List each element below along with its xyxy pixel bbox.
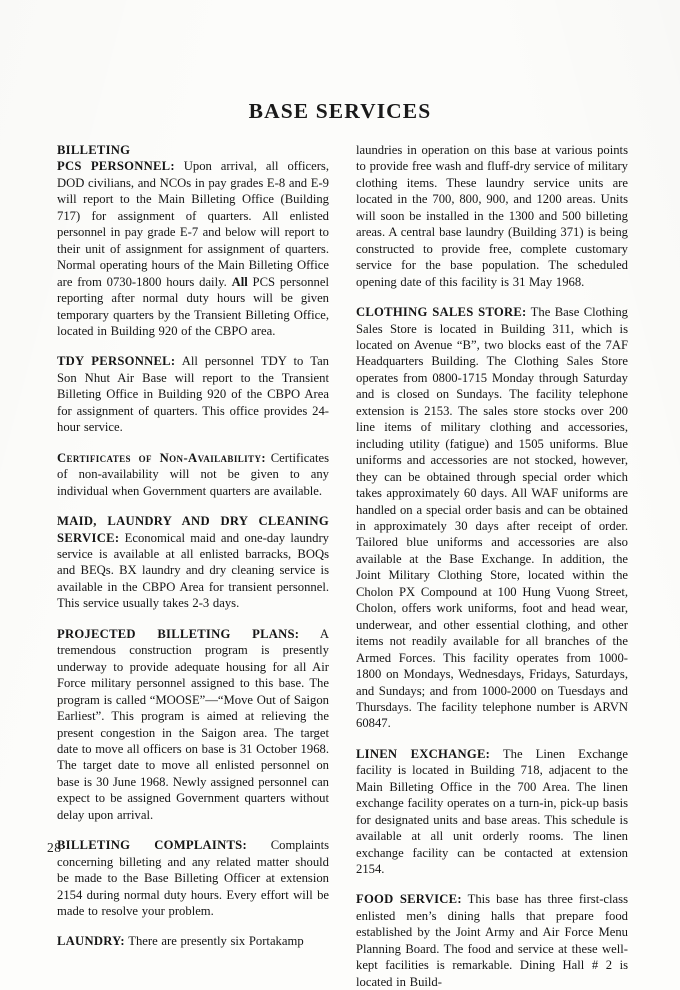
paragraph-pcs-personnel — [57, 158, 329, 339]
run-in-heading-food-service: FOOD SERVICE: — [356, 892, 462, 907]
section-heading-billeting: BILLETING — [57, 143, 131, 157]
page-number: 28 — [47, 840, 62, 855]
paragraph-clothing-sales-store — [356, 304, 628, 732]
page-title — [0, 99, 680, 124]
paragraph-certificates-non-availability — [57, 450, 329, 499]
run-in-heading-pcs-personnel: PCS PERSONNEL: — [57, 159, 175, 174]
two-column-body — [57, 142, 629, 990]
paragraph-certificates-text: Certificates of non-availability will not be given to any individual when Government quarters are available. — [57, 450, 330, 498]
run-in-heading-linen-exchange: LINEN EXCHANGE: — [356, 746, 491, 761]
left-column — [57, 142, 329, 990]
run-in-heading-maid-laundry: MAID, LAUNDRY AND DRY CLEANING SERVICE: — [57, 514, 329, 545]
paragraph-laundry-text: There are presently six Portakamp — [124, 934, 304, 949]
paragraph-laundry-continued: laundries in operation on this base at various points to provide free wash and fluff-dry service of military clothing items. These laundry service units are located in the 700, 800, 900, and 1200 areas. Units will soon be installed in the 1300 and 500 billeting areas. A central base laundry (Building 371) is being constructed to provide free, complete customary service for the base population. The scheduled opening date of this facility is 31 May 1968. — [356, 143, 628, 289]
paragraph-tdy-text: All personnel TDY to Tan Son Nhut Air Base will report to the Transient Billeting Office in Building 920 of the CBPO Area for assignment of quarters. This office provides 24-hour service. — [57, 354, 329, 435]
paragraph-projected-text: A tremendous construction program is presently underway to provide adequate housing for all Air Force military personnel assigned to this base. The program is called “MOOSE”—“Move Out of Saigon Earliest”. This program is aimed at relieving the present congestion in the Saigon area. The target date to move all officers on base is 31 October 1968. The target date to move all enlisted personnel on base is 30 June 1968. Newly assigned personnel can expect to be assigned Government quarters without delay upon arrival. — [57, 626, 329, 822]
run-in-heading-certificates: Certificates of Non-Availability: — [57, 450, 266, 465]
paragraph-complaints-text: Complaints concerning billeting and any related matter should be made to the Base Billeting Officer at extension 2154 during normal duty hours. Every effort will be made to resolve your problem. — [57, 838, 329, 919]
right-column — [356, 142, 628, 990]
paragraph-linen-text: The Linen Exchange facility is located in Building 718, adjacent to the Main Billeting Office in the 700 Area. The linen exchange facility operates on a turn-in, pick-up basis for designated units and base areas. This schedule is available at all unit orderly rooms. The linen exchange facility can be contacted at extension 2154. — [356, 746, 628, 877]
paragraph-maid-laundry-dry-cleaning — [57, 513, 329, 612]
paragraph-laundry — [57, 933, 329, 949]
run-in-heading-tdy-personnel: TDY PERSONNEL: — [57, 354, 176, 369]
page-title-text: BASE SERVICES — [248, 99, 432, 123]
run-in-heading-laundry: LAUNDRY: — [57, 934, 125, 949]
paragraph-projected-billeting-plans — [57, 626, 329, 823]
paragraph-billeting-complaints — [57, 837, 329, 919]
paragraph-clothing-text: The Base Clothing Sales Store is located in Building 311, which is located on Avenue “B”, two blocks east of the 7AF Headquarters Building. The Clothing Sales Store operates from 0800-1715 Monday through Saturday and is closed on Sundays. The facility telephone extension is 2153. The sales store stocks over 200 line items of military clothing and accessories, including utility (fatigue) and 1505 uniforms. Blue uniforms and accessories are not stocked, however, they can be obtained through special order which takes approximately 60 days. All WAF uniforms are handled on a special order basis and can be obtained in approximately 30 days after receipt of order. Tailored blue uniforms and accessories are also available at the Base Exchange. In addition, the Joint Military Clothing Store, located within the Cholon PX Compound at 100 Hung Vuong Street, Cholon, offers work uniforms, foot and head wear, underwear, and other essential clothing, and other items not readily available for all branches of the Armed Forces. This facility operates from 1000-1800 on Mondays, Wednesdays, Fridays, Saturdays, and Sundays; and from 1000-2000 on Tuesdays and Thursdays. The facility telephone number is ARVN 60847. — [356, 305, 628, 731]
paragraph-linen-exchange — [356, 746, 628, 878]
paragraph-pcs-text-part2: PCS personnel reporting after normal duty hours will be given temporary quarters by the Transient Billeting Office, located in Building 920 of the CBPO area. — [57, 274, 329, 338]
paragraph-pcs-text-part1: Upon arrival, all officers, DOD civilians, and NCOs in pay grades E-8 and E-9 will report to the Main Billeting Office (Building 717) for assignment of quarters. All enlisted personnel in pay grade E-7 and below will report to their unit of assignment for assignment of quarters. Normal operating hours of the Main Billeting Office are from 0730-1800 hours daily. — [57, 159, 330, 289]
run-in-heading-billeting-complaints: BILLETING COMPLAINTS: — [57, 838, 247, 853]
run-in-heading-clothing-sales-store: CLOTHING SALES STORE: — [356, 305, 527, 320]
run-in-heading-projected-billeting: PROJECTED BILLETING PLANS: — [57, 626, 300, 641]
emphasis-all: All — [231, 274, 248, 289]
paragraph-food-service — [356, 891, 628, 990]
paragraph-food-text: This base has three first-class enlisted men’s dining halls that prepare food established by the Joint Army and Air Force Menu Planning Board. The food and service at these well-kept facilities is remarkable. Dining Hall # 2 is located in Build- — [356, 892, 628, 989]
paragraph-tdy-personnel — [57, 353, 329, 435]
paragraph-maid-text: Economical maid and one-day laundry service is available at all enlisted barracks, BOQs and BEQs. BX laundry and dry cleaning service is available in the CBPO Area for transient personnel. This service usually takes 2-3 days. — [57, 530, 329, 611]
